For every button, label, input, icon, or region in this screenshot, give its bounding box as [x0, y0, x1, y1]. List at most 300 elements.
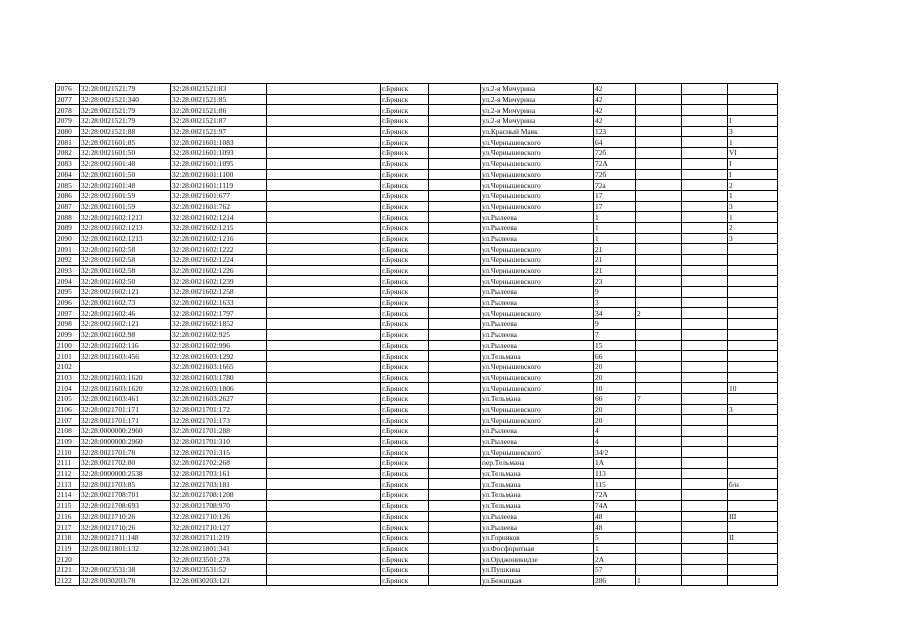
city-cell: г.Брянск — [381, 244, 429, 255]
blank-cell-cell — [682, 244, 728, 255]
blank-cell-cell — [682, 329, 728, 340]
row-number-cell: 2110 — [56, 447, 80, 458]
blank-cell-cell — [429, 490, 481, 501]
building-cell — [636, 244, 682, 255]
parent-cadastral-number-cell: 32:28:0021602:1213 — [80, 222, 171, 233]
unit-cell: I — [728, 158, 778, 169]
blank-cell-cell — [429, 158, 481, 169]
house-number-cell: 1 — [594, 233, 636, 244]
table-row — [56, 222, 778, 233]
building-cell — [636, 340, 682, 351]
row-number-cell: 2093 — [56, 265, 80, 276]
blank-cell-cell — [267, 511, 381, 522]
city-cell: г.Брянск — [381, 511, 429, 522]
blank-cell-cell — [267, 468, 381, 479]
parent-cadastral-number-cell: 32:28:0021702:80 — [80, 458, 171, 469]
blank-cell-cell — [267, 564, 381, 575]
row-number-cell: 2077 — [56, 94, 80, 105]
cadastral-number-cell: 32:28:0021602:1226 — [171, 265, 267, 276]
table-row — [56, 361, 778, 372]
parent-cadastral-number-cell: 32:28:0021708:701 — [80, 490, 171, 501]
house-number-cell: 115 — [594, 479, 636, 490]
unit-cell — [728, 393, 778, 404]
table-row — [56, 201, 778, 212]
table-row — [56, 340, 778, 351]
street-cell: ул.Чернышевского — [481, 404, 594, 415]
blank-cell-cell — [429, 511, 481, 522]
city-cell: г.Брянск — [381, 500, 429, 511]
table-row — [56, 180, 778, 191]
unit-cell — [728, 490, 778, 501]
blank-cell-cell — [267, 169, 381, 180]
house-number-cell: 15 — [594, 340, 636, 351]
city-cell: г.Брянск — [381, 116, 429, 127]
cadastral-number-cell: 32:28:0021701:172 — [171, 404, 267, 415]
blank-cell-cell — [682, 479, 728, 490]
cadastral-number-cell: 32:28:0021603:1665 — [171, 361, 267, 372]
table-body — [56, 84, 778, 586]
house-number-cell: 34 — [594, 308, 636, 319]
cadastral-number-cell: 32:28:0021710:127 — [171, 522, 267, 533]
cadastral-number-cell: 32:28:0021603:2627 — [171, 393, 267, 404]
house-number-cell: 74А — [594, 500, 636, 511]
row-number-cell: 2084 — [56, 169, 80, 180]
unit-cell — [728, 255, 778, 266]
parent-cadastral-number-cell: 32:28:0021601:50 — [80, 148, 171, 159]
parent-cadastral-number-cell: 32:28:0030203:78 — [80, 575, 171, 586]
city-cell: г.Брянск — [381, 137, 429, 148]
parent-cadastral-number-cell: 32:28:0021602:121 — [80, 319, 171, 330]
cadastral-number-cell: 32:28:0021603:1292 — [171, 351, 267, 362]
blank-cell-cell — [682, 255, 728, 266]
unit-cell: III — [728, 511, 778, 522]
table-row — [56, 105, 778, 116]
blank-cell-cell — [682, 265, 728, 276]
blank-cell-cell — [429, 180, 481, 191]
unit-cell: 1 — [728, 137, 778, 148]
house-number-cell: 9 — [594, 319, 636, 330]
city-cell: г.Брянск — [381, 201, 429, 212]
parent-cadastral-number-cell: 32:28:0021602:73 — [80, 297, 171, 308]
blank-cell-cell — [267, 126, 381, 137]
building-cell — [636, 137, 682, 148]
house-number-cell: 57 — [594, 564, 636, 575]
table-row — [56, 169, 778, 180]
blank-cell-cell — [682, 222, 728, 233]
row-number-cell: 2094 — [56, 276, 80, 287]
blank-cell-cell — [429, 500, 481, 511]
house-number-cell: 21 — [594, 265, 636, 276]
parent-cadastral-number-cell: 32:28:0021708:693 — [80, 500, 171, 511]
building-cell — [636, 319, 682, 330]
row-number-cell: 2100 — [56, 340, 80, 351]
blank-cell-cell — [267, 308, 381, 319]
blank-cell-cell — [267, 340, 381, 351]
unit-cell: 2 — [728, 222, 778, 233]
blank-cell-cell — [682, 158, 728, 169]
cadastral-number-cell: 32:28:0030203:121 — [171, 575, 267, 586]
blank-cell-cell — [267, 458, 381, 469]
city-cell: г.Брянск — [381, 180, 429, 191]
table-row — [56, 575, 778, 586]
parent-cadastral-number-cell: 32:28:0021602:98 — [80, 329, 171, 340]
house-number-cell: 42 — [594, 94, 636, 105]
street-cell: пер.Тельмана — [481, 458, 594, 469]
unit-cell — [728, 458, 778, 469]
city-cell: г.Брянск — [381, 329, 429, 340]
parent-cadastral-number-cell: 32:28:0021603:1620 — [80, 383, 171, 394]
street-cell: ул.Чернышевского — [481, 361, 594, 372]
street-cell: ул.Рылеева — [481, 319, 594, 330]
blank-cell-cell — [267, 404, 381, 415]
parent-cadastral-number-cell — [80, 361, 171, 372]
table-row — [56, 116, 778, 127]
blank-cell-cell — [429, 351, 481, 362]
building-cell — [636, 564, 682, 575]
unit-cell — [728, 436, 778, 447]
building-cell — [636, 361, 682, 372]
city-cell: г.Брянск — [381, 265, 429, 276]
unit-cell: 1 — [728, 190, 778, 201]
table-row — [56, 212, 778, 223]
parent-cadastral-number-cell: 32:28:0021521:79 — [80, 116, 171, 127]
row-number-cell: 2119 — [56, 543, 80, 554]
unit-cell — [728, 554, 778, 565]
unit-cell — [728, 276, 778, 287]
table-row — [56, 276, 778, 287]
blank-cell-cell — [429, 372, 481, 383]
blank-cell-cell — [682, 276, 728, 287]
building-cell: 1 — [636, 575, 682, 586]
unit-cell — [728, 415, 778, 426]
parent-cadastral-number-cell: 32:28:0021521:79 — [80, 84, 171, 95]
table-row — [56, 158, 778, 169]
unit-cell — [728, 244, 778, 255]
blank-cell-cell — [429, 84, 481, 95]
row-number-cell: 2081 — [56, 137, 80, 148]
parent-cadastral-number-cell: 32:28:0021701:171 — [80, 404, 171, 415]
blank-cell-cell — [682, 415, 728, 426]
parent-cadastral-number-cell: 32:28:0021601:59 — [80, 190, 171, 201]
house-number-cell: 48 — [594, 522, 636, 533]
city-cell: г.Брянск — [381, 158, 429, 169]
street-cell: ул.Чернышевского — [481, 169, 594, 180]
house-number-cell: 113 — [594, 468, 636, 479]
table-row — [56, 94, 778, 105]
unit-cell — [728, 340, 778, 351]
house-number-cell: 20 — [594, 361, 636, 372]
blank-cell-cell — [267, 426, 381, 437]
cadastral-number-cell: 32:28:0021602:1852 — [171, 319, 267, 330]
unit-cell: 1 — [728, 212, 778, 223]
building-cell — [636, 447, 682, 458]
table-row — [56, 351, 778, 362]
blank-cell-cell — [429, 329, 481, 340]
house-number-cell: 42 — [594, 105, 636, 116]
blank-cell-cell — [682, 116, 728, 127]
street-cell: ул.Тельмана — [481, 468, 594, 479]
blank-cell-cell — [682, 212, 728, 223]
blank-cell-cell — [267, 361, 381, 372]
street-cell: ул.Чернышевского — [481, 415, 594, 426]
cadastral-number-cell: 32:28:0021602:925 — [171, 329, 267, 340]
row-number-cell: 2113 — [56, 479, 80, 490]
building-cell — [636, 222, 682, 233]
row-number-cell: 2112 — [56, 468, 80, 479]
row-number-cell: 2108 — [56, 426, 80, 437]
table-row — [56, 436, 778, 447]
cadastral-number-cell: 32:28:0021601:1095 — [171, 158, 267, 169]
house-number-cell: 21 — [594, 255, 636, 266]
building-cell: 2 — [636, 308, 682, 319]
blank-cell-cell — [429, 244, 481, 255]
building-cell — [636, 404, 682, 415]
blank-cell-cell — [267, 522, 381, 533]
parent-cadastral-number-cell: 32:28:0021603:461 — [80, 393, 171, 404]
blank-cell-cell — [267, 190, 381, 201]
street-cell: ул.Рылеева — [481, 222, 594, 233]
city-cell: г.Брянск — [381, 148, 429, 159]
building-cell — [636, 84, 682, 95]
street-cell: ул.Чернышевского — [481, 372, 594, 383]
unit-cell — [728, 308, 778, 319]
row-number-cell: 2082 — [56, 148, 80, 159]
blank-cell-cell — [429, 361, 481, 372]
street-cell: ул.Рылеева — [481, 340, 594, 351]
house-number-cell: 17 — [594, 190, 636, 201]
unit-cell: б/н — [728, 479, 778, 490]
blank-cell-cell — [429, 308, 481, 319]
house-number-cell: 21 — [594, 244, 636, 255]
blank-cell-cell — [267, 222, 381, 233]
unit-cell: I — [728, 169, 778, 180]
house-number-cell: 2А — [594, 554, 636, 565]
building-cell — [636, 212, 682, 223]
house-number-cell: 3 — [594, 297, 636, 308]
blank-cell-cell — [429, 148, 481, 159]
cadastral-number-cell: 32:28:0021602:1222 — [171, 244, 267, 255]
blank-cell-cell — [267, 94, 381, 105]
parent-cadastral-number-cell: 32:28:0021801:132 — [80, 543, 171, 554]
blank-cell-cell — [429, 190, 481, 201]
unit-cell — [728, 522, 778, 533]
blank-cell-cell — [682, 137, 728, 148]
unit-cell: 3 — [728, 404, 778, 415]
cadastral-number-cell: 32:28:0021602:1215 — [171, 222, 267, 233]
city-cell: г.Брянск — [381, 84, 429, 95]
row-number-cell: 2095 — [56, 287, 80, 298]
blank-cell-cell — [429, 426, 481, 437]
city-cell: г.Брянск — [381, 255, 429, 266]
blank-cell-cell — [267, 543, 381, 554]
cadastral-number-cell: 32:28:0021711:219 — [171, 532, 267, 543]
building-cell — [636, 468, 682, 479]
cadastral-number-cell: 32:28:0021701:310 — [171, 436, 267, 447]
blank-cell-cell — [682, 436, 728, 447]
building-cell — [636, 490, 682, 501]
row-number-cell: 2080 — [56, 126, 80, 137]
table-row — [56, 522, 778, 533]
blank-cell-cell — [682, 319, 728, 330]
city-cell: г.Брянск — [381, 522, 429, 533]
blank-cell-cell — [267, 490, 381, 501]
blank-cell-cell — [682, 340, 728, 351]
table-row — [56, 564, 778, 575]
table-row — [56, 287, 778, 298]
cadastral-number-cell: 32:28:0021602:1239 — [171, 276, 267, 287]
cadastral-number-cell: 32:28:0021601:1083 — [171, 137, 267, 148]
blank-cell-cell — [429, 137, 481, 148]
blank-cell-cell — [267, 575, 381, 586]
blank-cell-cell — [682, 105, 728, 116]
blank-cell-cell — [682, 94, 728, 105]
blank-cell-cell — [682, 297, 728, 308]
row-number-cell: 2120 — [56, 554, 80, 565]
building-cell — [636, 415, 682, 426]
house-number-cell: 20 — [594, 404, 636, 415]
street-cell: ул.Чернышевского — [481, 148, 594, 159]
row-number-cell: 2086 — [56, 190, 80, 201]
building-cell — [636, 522, 682, 533]
blank-cell-cell — [682, 564, 728, 575]
row-number-cell: 2102 — [56, 361, 80, 372]
blank-cell-cell — [267, 212, 381, 223]
city-cell: г.Брянск — [381, 383, 429, 394]
street-cell: ул.Рылеева — [481, 212, 594, 223]
row-number-cell: 2118 — [56, 532, 80, 543]
blank-cell-cell — [267, 276, 381, 287]
street-cell: ул.Тельмана — [481, 490, 594, 501]
city-cell: г.Брянск — [381, 372, 429, 383]
street-cell: ул.2-я Мичурина — [481, 84, 594, 95]
blank-cell-cell — [267, 372, 381, 383]
blank-cell-cell — [267, 201, 381, 212]
unit-cell — [728, 500, 778, 511]
blank-cell-cell — [429, 94, 481, 105]
table-row — [56, 126, 778, 137]
city-cell: г.Брянск — [381, 543, 429, 554]
unit-cell — [728, 329, 778, 340]
parent-cadastral-number-cell: 32:28:0021603:456 — [80, 351, 171, 362]
parent-cadastral-number-cell: 32:28:0021602:50 — [80, 276, 171, 287]
unit-cell: 3 — [728, 201, 778, 212]
blank-cell-cell — [429, 105, 481, 116]
street-cell: ул.Фосфоритная — [481, 543, 594, 554]
table-row — [56, 297, 778, 308]
unit-cell — [728, 564, 778, 575]
blank-cell-cell — [429, 222, 481, 233]
house-number-cell: 42 — [594, 84, 636, 95]
blank-cell-cell — [429, 233, 481, 244]
building-cell — [636, 287, 682, 298]
city-cell: г.Брянск — [381, 447, 429, 458]
blank-cell-cell — [267, 393, 381, 404]
city-cell: г.Брянск — [381, 276, 429, 287]
parent-cadastral-number-cell: 32:28:0021521:88 — [80, 126, 171, 137]
building-cell — [636, 458, 682, 469]
unit-cell: 3 — [728, 126, 778, 137]
city-cell: г.Брянск — [381, 479, 429, 490]
unit-cell — [728, 105, 778, 116]
unit-cell — [728, 372, 778, 383]
street-cell: ул.Пушкина — [481, 564, 594, 575]
unit-cell: 3 — [728, 233, 778, 244]
cadastral-number-cell: 32:28:0021602:1797 — [171, 308, 267, 319]
table-row — [56, 426, 778, 437]
parent-cadastral-number-cell: 32:28:0021701:171 — [80, 415, 171, 426]
street-cell: ул.Рылеева — [481, 522, 594, 533]
blank-cell-cell — [267, 436, 381, 447]
cadastral-number-cell: 32:28:0023501:278 — [171, 554, 267, 565]
cadastral-number-cell: 32:28:0021710:126 — [171, 511, 267, 522]
building-cell — [636, 532, 682, 543]
blank-cell-cell — [682, 361, 728, 372]
table-row — [56, 500, 778, 511]
blank-cell-cell — [682, 180, 728, 191]
parent-cadastral-number-cell: 32:28:0021602:58 — [80, 255, 171, 266]
parent-cadastral-number-cell: 32:28:0021711:148 — [80, 532, 171, 543]
building-cell — [636, 255, 682, 266]
cadastral-number-cell: 32:28:0021703:181 — [171, 479, 267, 490]
building-cell — [636, 372, 682, 383]
building-cell — [636, 426, 682, 437]
blank-cell-cell — [267, 148, 381, 159]
blank-cell-cell — [429, 201, 481, 212]
street-cell: ул.Рылеева — [481, 329, 594, 340]
blank-cell-cell — [682, 532, 728, 543]
parent-cadastral-number-cell: 32:28:0021602:58 — [80, 265, 171, 276]
parent-cadastral-number-cell: 32:28:0021601:48 — [80, 180, 171, 191]
city-cell: г.Брянск — [381, 415, 429, 426]
building-cell — [636, 276, 682, 287]
blank-cell-cell — [267, 137, 381, 148]
unit-cell — [728, 543, 778, 554]
house-number-cell: 286 — [594, 575, 636, 586]
blank-cell-cell — [429, 116, 481, 127]
city-cell: г.Брянск — [381, 393, 429, 404]
row-number-cell: 2107 — [56, 415, 80, 426]
cadastral-number-cell: 32:28:0021521:85 — [171, 94, 267, 105]
cadastral-number-cell: 32:28:0021601:1119 — [171, 180, 267, 191]
blank-cell-cell — [682, 500, 728, 511]
city-cell: г.Брянск — [381, 554, 429, 565]
blank-cell-cell — [429, 554, 481, 565]
house-number-cell: 48 — [594, 511, 636, 522]
blank-cell-cell — [267, 351, 381, 362]
blank-cell-cell — [682, 372, 728, 383]
cadastral-number-cell: 32:28:0021602:1214 — [171, 212, 267, 223]
parent-cadastral-number-cell: 32:28:0021602:46 — [80, 308, 171, 319]
table-row — [56, 372, 778, 383]
house-number-cell: 1 — [594, 212, 636, 223]
unit-cell — [728, 468, 778, 479]
house-number-cell: 34/2 — [594, 447, 636, 458]
table-row — [56, 244, 778, 255]
building-cell — [636, 500, 682, 511]
blank-cell-cell — [267, 532, 381, 543]
blank-cell-cell — [682, 447, 728, 458]
blank-cell-cell — [429, 255, 481, 266]
house-number-cell: 4 — [594, 426, 636, 437]
blank-cell-cell — [682, 522, 728, 533]
city-cell: г.Брянск — [381, 319, 429, 330]
blank-cell-cell — [682, 575, 728, 586]
blank-cell-cell — [267, 244, 381, 255]
blank-cell-cell — [682, 287, 728, 298]
house-number-cell: 64 — [594, 137, 636, 148]
street-cell: ул.Бежицкая — [481, 575, 594, 586]
blank-cell-cell — [429, 276, 481, 287]
